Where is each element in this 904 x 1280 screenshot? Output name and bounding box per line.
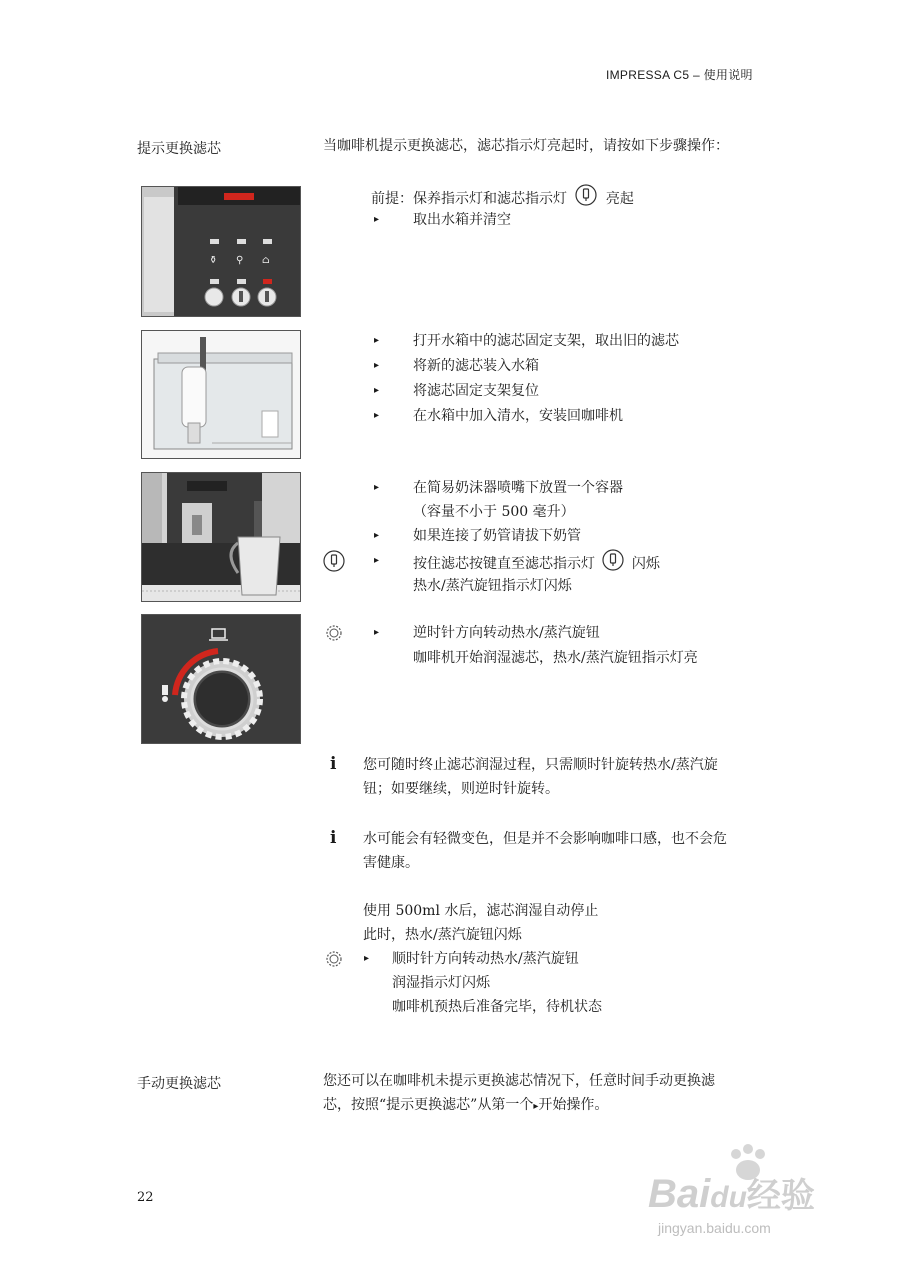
section2-line-2-text: 芯，按照“提示更换滤芯”从第一个 <box>323 1097 534 1113</box>
step2-item-3: 将滤芯固定支架复位 <box>413 383 539 399</box>
control-panel-illustration <box>142 187 301 317</box>
filter-icon <box>323 550 345 576</box>
svg-text:⚲: ⚲ <box>236 255 244 266</box>
water-tank-illustration <box>142 331 301 459</box>
after-line-1: 使用 500ml 水后，滤芯润湿自动停止 <box>363 903 599 919</box>
bullet-icon: ▸ <box>364 953 370 964</box>
section-title: 手动更换滤芯 <box>137 1076 221 1092</box>
header-model: IMPRESSA C5 <box>606 68 690 82</box>
control-panel-image <box>141 186 301 317</box>
filter-icon <box>602 549 624 579</box>
step3-item-3-text: 按住滤芯按键直至滤芯指示灯 <box>413 556 595 572</box>
watermark-brand-2: du <box>710 1181 747 1214</box>
section2-line-2-text-end: 开始操作。 <box>538 1097 609 1113</box>
step2-item-1: 打开水箱中的滤芯固定支架，取出旧的滤芯 <box>413 333 679 349</box>
step4-item-1: 逆时针方向转动热水/蒸汽旋钮 <box>413 625 600 641</box>
step3-item-3-note: 热水/蒸汽旋钮指示灯闪烁 <box>413 578 572 594</box>
page-number: 22 <box>137 1190 154 1205</box>
filter-icon <box>575 184 597 214</box>
svg-text:⚱: ⚱ <box>209 255 218 266</box>
after-note-1: 润湿指示灯闪烁 <box>392 975 490 991</box>
machine-jug-illustration <box>142 473 301 602</box>
bullet-icon: ▸ <box>374 360 380 371</box>
bullet-icon: ▸ <box>374 410 380 421</box>
knob-illustration <box>142 615 301 744</box>
step4-item-1-note: 咖啡机开始润湿滤芯，热水/蒸汽旋钮指示灯亮 <box>413 650 698 666</box>
step2-item-4: 在水箱中加入清水，安装回咖啡机 <box>413 408 623 424</box>
bullet-icon: ▸ <box>374 627 380 638</box>
after-line-2: 此时，热水/蒸汽旋钮闪烁 <box>363 927 522 943</box>
step1-pre-text-end: 亮起 <box>605 191 634 207</box>
info1-line-1: 您可随时终止滤芯润湿过程，只需顺时针旋转热水/蒸汽旋 <box>363 757 718 773</box>
bullet-icon: ▸ <box>533 1101 539 1112</box>
watermark-brand-cn: 经验 <box>746 1177 815 1215</box>
step3-item-3-text-end: 闪烁 <box>631 556 660 572</box>
bullet-icon: ▸ <box>374 214 380 225</box>
svg-text:⌂: ⌂ <box>262 255 270 266</box>
knob-icon <box>325 624 343 646</box>
info-icon: i <box>330 754 337 774</box>
step1-item: 取出水箱并清空 <box>413 212 511 228</box>
bullet-icon: ▸ <box>374 335 380 346</box>
section-title: 提示更换滤芯 <box>137 141 221 157</box>
after-item-1: 顺时针方向转动热水/蒸汽旋钮 <box>392 951 579 967</box>
knob-image <box>141 614 301 744</box>
step1-pre-text: 前提：保养指示灯和滤芯指示灯 <box>371 191 567 207</box>
header-dash: – <box>692 68 700 82</box>
bullet-icon: ▸ <box>374 482 380 493</box>
bullet-icon: ▸ <box>374 555 380 566</box>
step3-item-2: 如果连接了奶管请拔下奶管 <box>413 528 581 544</box>
info1-line-2: 钮；如要继续，则逆时针旋转。 <box>363 781 559 797</box>
info2-line-2: 害健康。 <box>363 855 419 871</box>
after-note-2: 咖啡机预热后准备完毕，待机状态 <box>392 999 602 1015</box>
header-subtitle: 使用说明 <box>703 68 753 82</box>
knob-icon <box>325 950 343 972</box>
bullet-icon: ▸ <box>374 530 380 541</box>
step3-item-1-note: （容量不小于 500 毫升） <box>413 504 575 520</box>
water-tank-image <box>141 330 301 459</box>
info2-line-1: 水可能会有轻微变色，但是并不会影响咖啡口感，也不会危 <box>363 831 727 847</box>
section2-line-2 <box>323 1093 608 1119</box>
section-intro: 当咖啡机提示更换滤芯，滤芯指示灯亮起时，请按如下步骤操作： <box>323 138 729 154</box>
machine-jug-image <box>141 472 301 602</box>
step3-item-1: 在简易奶沫器喷嘴下放置一个容器 <box>413 480 623 496</box>
section2-line-1: 您还可以在咖啡机未提示更换滤芯情况下，任意时间手动更换滤 <box>323 1073 715 1089</box>
watermark-brand: Bai <box>648 1172 711 1216</box>
info-icon: i <box>330 828 337 848</box>
watermark-url: jingyan.baidu.com <box>658 1220 771 1236</box>
step2-item-2: 将新的滤芯装入水箱 <box>413 358 539 374</box>
bullet-icon: ▸ <box>374 385 380 396</box>
page-header <box>606 66 753 83</box>
